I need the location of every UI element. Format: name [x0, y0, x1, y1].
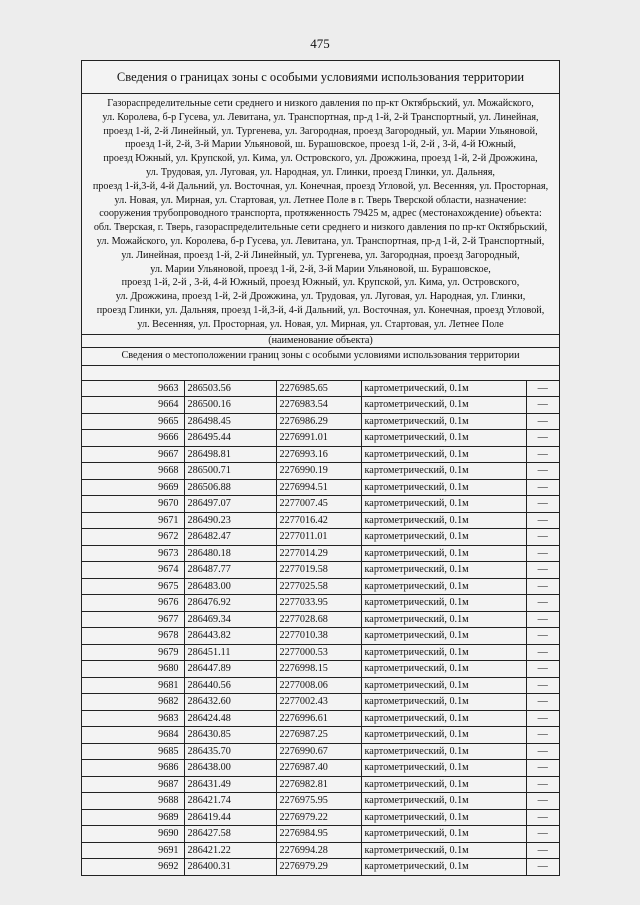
- description-cell: —: [526, 512, 559, 529]
- y-coordinate-cell: 2277025.58: [276, 578, 361, 595]
- zone-boundaries-form: [81, 60, 560, 876]
- description-line: проезд 1-й, 2-й , 3-й, 4-й Южный, проезд Южный, ул. Крупской, ул. Кима, ул. Островского,: [121, 277, 520, 289]
- description-cell: —: [526, 413, 559, 430]
- method-cell: картометрический, 0.1м: [361, 710, 526, 727]
- description-cell: —: [526, 578, 559, 595]
- x-coordinate-cell: 286432.60: [184, 694, 276, 711]
- table-row: [82, 760, 559, 777]
- method-cell: картометрический, 0.1м: [361, 446, 526, 463]
- y-coordinate-cell: 2276985.65: [276, 381, 361, 397]
- point-number-cell: 9691: [82, 842, 184, 859]
- table-row: [82, 628, 559, 645]
- description-cell: —: [526, 809, 559, 826]
- method-cell: картометрический, 0.1м: [361, 628, 526, 645]
- description-cell: —: [526, 446, 559, 463]
- description-line: ул. Королева, б-р Гусева, ул. Левитана, ул. Транспортная, пр-д 1-й, 2-й Транспортный, ул. Линейная,: [102, 111, 539, 123]
- point-number-cell: 9687: [82, 776, 184, 793]
- table-row: [82, 463, 559, 480]
- description-line: ул. Можайского, ул. Королева, б-р Гусева, ул. Левитана, ул. Транспортная, пр-д 1-й, 2-й Транспортный,: [96, 235, 545, 247]
- point-number-cell: 9685: [82, 743, 184, 760]
- x-coordinate-cell: 286498.45: [184, 413, 276, 430]
- method-cell: картометрический, 0.1м: [361, 595, 526, 612]
- table-row: [82, 694, 559, 711]
- description-cell: —: [526, 743, 559, 760]
- description-line: ул. Марии Ульяновой, проезд 1-й, 2-й, 3-й Марии Ульяновой, ш. Бурашовское,: [150, 263, 491, 275]
- description-cell: —: [526, 760, 559, 777]
- point-number-cell: 9686: [82, 760, 184, 777]
- method-cell: картометрический, 0.1м: [361, 463, 526, 480]
- y-coordinate-cell: 2276994.28: [276, 842, 361, 859]
- method-cell: картометрический, 0.1м: [361, 529, 526, 546]
- point-number-cell: 9671: [82, 512, 184, 529]
- object-caption: (наименование объекта): [82, 335, 559, 348]
- point-number-cell: 9676: [82, 595, 184, 612]
- description-cell: —: [537, 861, 548, 873]
- point-number-cell: 9688: [82, 793, 184, 810]
- table-row: [82, 859, 559, 875]
- table-row: [82, 743, 559, 760]
- table-row: [82, 446, 559, 463]
- method-cell: картометрический, 0.1м: [361, 760, 526, 777]
- table-row: [82, 677, 559, 694]
- y-coordinate-cell: 2276987.40: [276, 760, 361, 777]
- point-number-cell: 9670: [82, 496, 184, 513]
- y-coordinate-cell: 2276979.22: [276, 809, 361, 826]
- description-line: проезд Южный, ул. Крупской, ул. Кима, ул. Островского, ул. Дрожжина, проезд 1-й, 2-й Дрожжина,: [103, 153, 538, 165]
- x-coordinate-cell: 286438.00: [184, 760, 276, 777]
- x-coordinate-cell: 286419.44: [184, 809, 276, 826]
- method-cell: картометрический, 0.1м: [361, 793, 526, 810]
- point-number-cell: 9679: [82, 644, 184, 661]
- table-row: [82, 595, 559, 612]
- description-line: проезд 1-й, 2-й Линейный, ул. Тургенева, ул. Загородная, проезд Загородный, ул. Марии Ульяновой,: [103, 125, 538, 137]
- x-coordinate-cell: 286490.23: [184, 512, 276, 529]
- x-coordinate-cell: 286427.58: [184, 826, 276, 843]
- method-cell: картометрический, 0.1м: [361, 644, 526, 661]
- description-line: сооружения трубопроводного транспорта, протяженность 79425 м, адрес (местонахождение) объекта:: [99, 208, 542, 220]
- x-coordinate-cell: 286487.77: [184, 562, 276, 579]
- point-number-cell: 9674: [82, 562, 184, 579]
- x-coordinate-cell: 286440.56: [184, 677, 276, 694]
- method-cell: картометрический, 0.1м: [361, 479, 526, 496]
- point-number-cell: 9677: [82, 611, 184, 628]
- description-line: ул. Линейная, проезд 1-й, 2-й Линейный, ул. Тургенева, ул. Загородная, проезд Загородный,: [121, 249, 520, 261]
- description-cell: —: [526, 628, 559, 645]
- description-cell: —: [526, 727, 559, 744]
- point-number-cell: 9672: [82, 529, 184, 546]
- x-coordinate-cell: 286498.81: [184, 446, 276, 463]
- point-number-cell: 9665: [82, 413, 184, 430]
- description-line: проезд 1-й,3-й, 4-й Дальний, ул. Восточная, ул. Конечная, проезд Угловой, ул. Весенняя, ул. Просторная,: [92, 180, 549, 192]
- method-cell: картометрический, 0.1м: [361, 826, 526, 843]
- x-coordinate-cell: 286500.16: [184, 397, 276, 414]
- method-cell: картометрический, 0.1м: [361, 512, 526, 529]
- table-row: [82, 562, 559, 579]
- x-coordinate-cell: 286421.74: [184, 793, 276, 810]
- y-coordinate-cell: 2276994.51: [276, 479, 361, 496]
- y-coordinate-cell: 2276990.19: [276, 463, 361, 480]
- description-cell: —: [526, 793, 559, 810]
- x-coordinate-cell: 286495.44: [184, 430, 276, 447]
- method-cell: картометрический, 0.1м: [361, 381, 526, 397]
- object-description: [82, 94, 559, 335]
- description-cell: —: [526, 430, 559, 447]
- point-number-cell: 9678: [82, 628, 184, 645]
- y-coordinate-cell: 2277000.53: [276, 644, 361, 661]
- coordinates-table: [82, 381, 559, 875]
- x-coordinate-cell: 286431.49: [184, 776, 276, 793]
- table-row: [82, 776, 559, 793]
- method-cell: картометрический, 0.1м: [361, 743, 526, 760]
- y-coordinate-cell: 2277007.45: [276, 496, 361, 513]
- description-cell: —: [526, 776, 559, 793]
- section-title: Сведения о границах зоны с особыми условиями использования территории: [82, 61, 559, 94]
- table-row: [82, 826, 559, 843]
- y-coordinate-cell: 2276983.54: [276, 397, 361, 414]
- y-coordinate-cell: 2277014.29: [276, 545, 361, 562]
- method-cell: картометрический, 0.1м: [361, 397, 526, 414]
- x-coordinate-cell: 286447.89: [184, 661, 276, 678]
- table-row: [82, 545, 559, 562]
- x-coordinate-cell: 286497.07: [184, 496, 276, 513]
- description-line: Газораспределительные сети среднего и низкого давления по пр-кт Октябрьский, ул. Можайского,: [107, 98, 534, 109]
- y-coordinate-cell: 2276998.15: [276, 661, 361, 678]
- method-cell: картометрический, 0.1м: [361, 562, 526, 579]
- description-line: ул. Трудовая, ул. Луговая, ул. Народная, ул. Глинки, проезд Глинки, ул. Дальняя,: [146, 166, 495, 178]
- method-cell: картометрический, 0.1м: [361, 578, 526, 595]
- table-row: [82, 381, 559, 397]
- table-row: [82, 842, 559, 859]
- x-coordinate-cell: 286400.31: [184, 859, 276, 875]
- method-cell: картометрический, 0.1м: [361, 809, 526, 826]
- method-cell: картометрический, 0.1м: [361, 545, 526, 562]
- x-coordinate-cell: 286451.11: [184, 644, 276, 661]
- y-coordinate-cell: 2277028.68: [276, 611, 361, 628]
- page-number: 475: [310, 36, 330, 51]
- point-number-cell: 9689: [82, 809, 184, 826]
- description-line: ул. Дрожжина, проезд 1-й, 2-й Дрожжина, ул. Трудовая, ул. Луговая, ул. Народная, ул. Глинки,: [115, 291, 526, 303]
- y-coordinate-cell: 2276993.16: [276, 446, 361, 463]
- x-coordinate-cell: 286469.34: [184, 611, 276, 628]
- y-coordinate-cell: 2276975.95: [276, 793, 361, 810]
- x-coordinate-cell: 286500.71: [184, 463, 276, 480]
- description-cell: —: [526, 562, 559, 579]
- method-cell: картометрический, 0.1м: [361, 694, 526, 711]
- table-row: [82, 710, 559, 727]
- y-coordinate-cell: 2276982.81: [276, 776, 361, 793]
- table-header-spacer: [82, 366, 559, 381]
- method-cell: картометрический, 0.1м: [361, 859, 526, 875]
- x-coordinate-cell: 286421.22: [184, 842, 276, 859]
- y-coordinate-cell: 2277019.58: [276, 562, 361, 579]
- description-line: обл. Тверская, г. Тверь, газораспределительные сети среднего и низкого давления по пр-кт Октябрьский,: [93, 222, 548, 234]
- x-coordinate-cell: 286483.00: [184, 578, 276, 595]
- y-coordinate-cell: 2277011.01: [276, 529, 361, 546]
- table-row: [82, 496, 559, 513]
- point-number-cell: 9680: [82, 661, 184, 678]
- y-coordinate-cell: 2276984.95: [276, 826, 361, 843]
- point-number-cell: 9684: [82, 727, 184, 744]
- table-row: [82, 644, 559, 661]
- description-cell: —: [526, 842, 559, 859]
- method-cell: картометрический, 0.1м: [361, 661, 526, 678]
- point-number-cell: 9682: [82, 694, 184, 711]
- y-coordinate-cell: 2277033.95: [276, 595, 361, 612]
- y-coordinate-cell: 2276996.61: [276, 710, 361, 727]
- point-number-cell: 9663: [82, 381, 184, 397]
- description-cell: —: [526, 677, 559, 694]
- table-row: [82, 397, 559, 414]
- point-number-cell: 9692: [82, 859, 184, 875]
- table-row: [82, 578, 559, 595]
- location-title: Сведения о местоположении границ зоны с особыми условиями использования территории: [82, 348, 559, 366]
- description-cell: —: [526, 529, 559, 546]
- point-number-cell: 9681: [82, 677, 184, 694]
- table-row: [82, 727, 559, 744]
- method-cell: картометрический, 0.1м: [361, 611, 526, 628]
- table-row: [82, 529, 559, 546]
- x-coordinate-cell: 286480.18: [184, 545, 276, 562]
- point-number-cell: 9675: [82, 578, 184, 595]
- x-coordinate-cell: 286476.92: [184, 595, 276, 612]
- point-number-cell: 9669: [82, 479, 184, 496]
- y-coordinate-cell: 2276987.25: [276, 727, 361, 744]
- x-coordinate-cell: 286443.82: [184, 628, 276, 645]
- description-cell: —: [526, 479, 559, 496]
- y-coordinate-cell: 2276986.29: [276, 413, 361, 430]
- description-cell: —: [526, 826, 559, 843]
- method-cell: картометрический, 0.1м: [361, 430, 526, 447]
- method-cell: картометрический, 0.1м: [361, 776, 526, 793]
- y-coordinate-cell: 2277016.42: [276, 512, 361, 529]
- table-row: [82, 661, 559, 678]
- description-cell: —: [526, 397, 559, 414]
- table-row: [82, 430, 559, 447]
- description-cell: —: [526, 381, 559, 397]
- method-cell: картометрический, 0.1м: [361, 842, 526, 859]
- method-cell: картометрический, 0.1м: [361, 677, 526, 694]
- table-row: [82, 611, 559, 628]
- point-number-cell: 9666: [82, 430, 184, 447]
- description-cell: —: [526, 611, 559, 628]
- point-number-cell: 9668: [82, 463, 184, 480]
- description-line: ул. Новая, ул. Мирная, ул. Стартовая, ул. Летнее Поле в г. Тверь Тверской области, назначение:: [114, 194, 527, 206]
- y-coordinate-cell: 2277008.06: [276, 677, 361, 694]
- table-row: [82, 479, 559, 496]
- point-number-cell: 9690: [82, 826, 184, 843]
- point-number-cell: 9673: [82, 545, 184, 562]
- x-coordinate-cell: 286430.85: [184, 727, 276, 744]
- method-cell: картометрический, 0.1м: [361, 727, 526, 744]
- x-coordinate-cell: 286424.48: [184, 710, 276, 727]
- method-cell: картометрический, 0.1м: [361, 496, 526, 513]
- y-coordinate-cell: 2276979.29: [276, 859, 361, 875]
- x-coordinate-cell: 286503.56: [184, 381, 276, 397]
- y-coordinate-cell: 2276991.01: [276, 430, 361, 447]
- x-coordinate-cell: 286482.47: [184, 529, 276, 546]
- point-number-cell: 9667: [82, 446, 184, 463]
- point-number-cell: 9664: [82, 397, 184, 414]
- table-row: [82, 793, 559, 810]
- description-cell: —: [526, 661, 559, 678]
- description-cell: —: [526, 644, 559, 661]
- description-cell: —: [526, 595, 559, 612]
- description-line: проезд 1-й, 2-й, 3-й Марии Ульяновой, ш. Бурашовское, проезд 1-й, 2-й , 3-й, 4-й Южный,: [125, 139, 516, 151]
- description-cell: —: [526, 496, 559, 513]
- description-cell: —: [526, 694, 559, 711]
- description-cell: —: [526, 710, 559, 727]
- description-cell: —: [526, 545, 559, 562]
- description-cell: —: [526, 463, 559, 480]
- x-coordinate-cell: 286435.70: [184, 743, 276, 760]
- description-line: ул. Весенняя, ул. Просторная, ул. Новая, ул. Мирная, ул. Стартовая, ул. Летнее Поле: [137, 318, 504, 330]
- description-line: проезд Глинки, ул. Дальняя, проезд 1-й,3-й, 4-й Дальний, ул. Восточная, ул. Конечная, проезд Угловой,: [96, 304, 545, 316]
- y-coordinate-cell: 2276990.67: [276, 743, 361, 760]
- point-number-cell: 9683: [82, 710, 184, 727]
- table-row: [82, 413, 559, 430]
- method-cell: картометрический, 0.1м: [361, 413, 526, 430]
- y-coordinate-cell: 2277010.38: [276, 628, 361, 645]
- y-coordinate-cell: 2277002.43: [276, 694, 361, 711]
- table-row: [82, 512, 559, 529]
- table-row: [82, 809, 559, 826]
- x-coordinate-cell: 286506.88: [184, 479, 276, 496]
